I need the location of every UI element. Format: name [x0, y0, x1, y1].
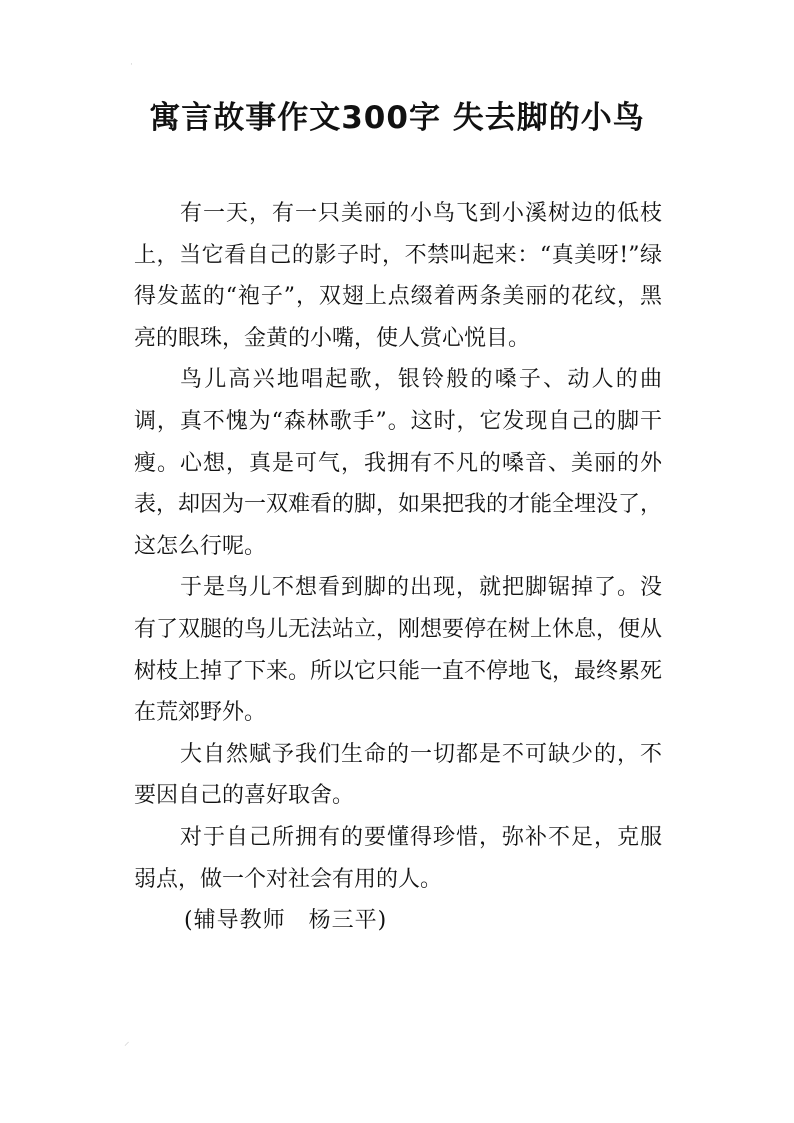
scan-speck-mark: ·: [130, 60, 133, 70]
scan-speck-mark: ⸝: [124, 1035, 130, 1048]
page-title: 寓言故事作文300字 失去脚的小鸟: [149, 100, 645, 136]
article-body: [134, 193, 662, 942]
paragraph-3: 于是鸟儿不想看到脚的出现，就把脚锯掉了。没有了双腿的鸟儿无法站立，刚想要停在树上休息，便从树枝上掉了下来。所以它只能一直不停地飞，最终累死在荒郊野外。: [134, 575, 663, 726]
teacher-credit: (辅导教师 杨三平): [184, 908, 388, 934]
paragraph-5: 对于自己所拥有的要懂得珍惜，弥补不足，克服弱点，做一个对社会有用的人。: [134, 824, 662, 892]
paragraph-2: 鸟儿高兴地唱起歌，银铃般的嗓子、动人的曲调，真不愧为“森林歌手”。这时，它发现自己的脚干瘦。心想，真是可气，我拥有不凡的嗓音、美丽的外表，却因为一双难看的脚，如果把我的才能全埋没了，这怎么行呢。: [134, 367, 663, 559]
paragraph-1: 有一天，有一只美丽的小鸟飞到小溪树边的低枝上，当它看自己的影子时，不禁叫起来：“真美呀!”绿得发蓝的“袍子”，双翅上点缀着两条美丽的花纹，黑亮的眼珠，金黄的小嘴，使人赏心悦目。: [134, 201, 662, 351]
paragraph-4: 大自然赋予我们生命的一切都是不可缺少的，不要因自己的喜好取舍。: [134, 741, 662, 809]
